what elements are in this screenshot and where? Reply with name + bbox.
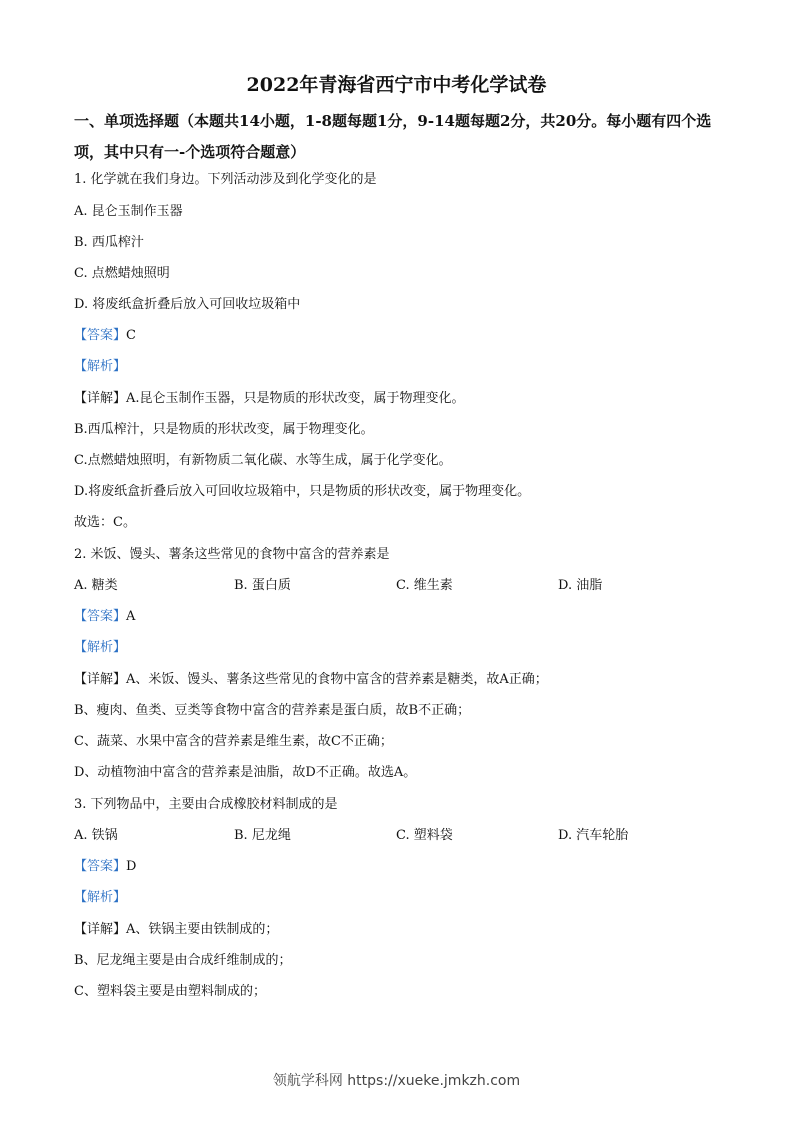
q2-answer: 【答案】A [74,609,136,624]
answer-tag: 【答案】 [74,328,127,343]
q3-option-b: B. 尼龙绳 [234,828,291,843]
q1-answer-value: C [126,328,136,343]
q1-detail-3: C.点燃蜡烛照明，有新物质二氧化碳、水等生成，属于化学变化。 [74,453,452,468]
q3-answer-value: D [126,859,137,874]
q2-answer-value: A [126,609,136,624]
q3-detail-3: C、塑料袋主要是由塑料制成的； [74,984,266,999]
q1-detail-4: D.将废纸盒折叠后放入可回收垃圾箱中，只是物质的形状改变，属于物理变化。 [74,484,531,499]
q1-detail-1: 【详解】A.昆仑玉制作玉器，只是物质的形状改变，属于物理变化。 [74,391,465,406]
footer-watermark: 领航学科网 https://xueke.jmkzh.com [272,1073,521,1089]
q2-option-c: C. 维生素 [396,578,453,593]
q3-option-c: C. 塑料袋 [396,828,453,843]
q1-option-b: B. 西瓜榨汁 [74,235,144,250]
q2-option-b: B. 蛋白质 [234,578,291,593]
q1-stem: 1. 化学就在我们身边。下列活动涉及到化学变化的是 [74,172,377,187]
q3-stem: 3. 下列物品中，主要由合成橡胶材料制成的是 [74,797,338,812]
q2-detail-4: D、动植物油中富含的营养素是油脂，故D不正确。故选A。 [74,765,417,780]
q2-option-a: A. 糖类 [74,578,118,593]
q2-detail-1: 【详解】A、米饭、馒头、薯条这些常见的食物中富含的营养素是糖类，故A正确； [74,672,548,687]
q1-detail-2: B.西瓜榨汁，只是物质的形状改变，属于物理变化。 [74,422,374,437]
q3-option-a: A. 铁锅 [74,828,118,843]
q3-analysis: 【解析】 [74,890,127,905]
q1-option-a: A. 昆仑玉制作玉器 [74,204,183,219]
q3-option-d: D. 汽车轮胎 [558,828,629,843]
q1-option-d: D. 将废纸盒折叠后放入可回收垃圾箱中 [74,297,301,312]
q3-detail-1: 【详解】A、铁锅主要由铁制成的； [74,922,279,937]
q2-detail-2: B、瘦肉、鱼类、豆类等食物中富含的营养素是蛋白质，故B不正确； [74,703,471,718]
section-heading: 一、单项选择题（本题共14小题，1-8题每题1分，9-14题每题2分，共20分。每小题有四个选项，其中只有一-个选项符合题意） [74,112,712,161]
q1-analysis [74,357,126,377]
q2-analysis: 【解析】 [74,640,127,655]
analysis-tag: 【解析】 [74,359,127,374]
q2-option-d: D. 油脂 [558,578,603,593]
q2-detail-3: C、蔬菜、水果中富含的营养素是维生素，故C不正确； [74,734,393,749]
detail-tag: 【详解】 [74,391,127,406]
q3-answer: 【答案】D [74,859,137,874]
q1-option-c: C. 点燃蜡烛照明 [74,266,170,281]
page-title: 2022年青海省西宁市中考化学试卷 [246,74,547,96]
q1-answer [74,326,136,346]
q2-stem: 2. 米饭、馒头、薯条这些常见的食物中富含的营养素是 [74,547,390,562]
q1-conclusion: 故选：C。 [74,515,136,530]
q3-detail-2: B、尼龙绳主要是由合成纤维制成的； [74,953,292,968]
